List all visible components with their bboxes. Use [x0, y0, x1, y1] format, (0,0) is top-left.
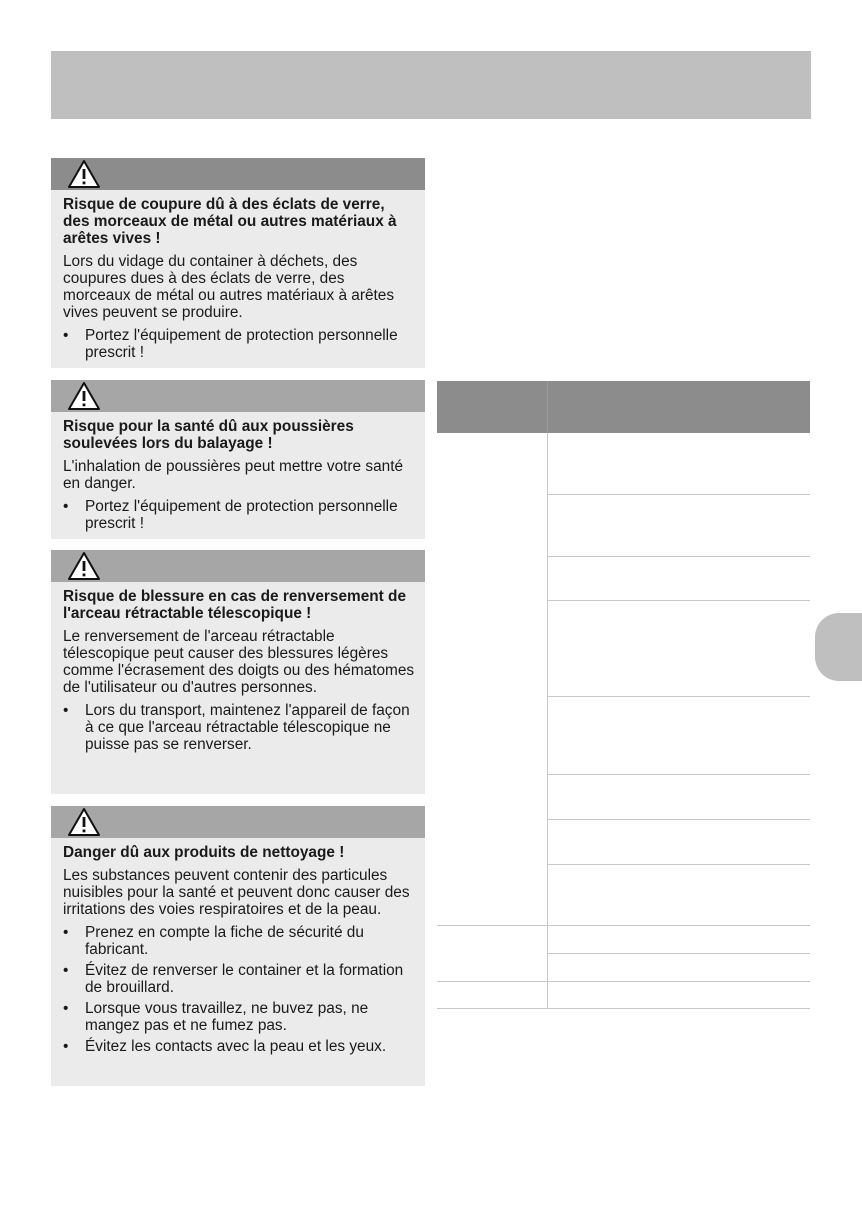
warning-title: Risque de blessure en cas de renversement de l'arceau rétractable télescopique !	[63, 588, 407, 622]
warning-header	[51, 806, 425, 838]
table-header-row	[437, 381, 810, 433]
table-cell	[547, 775, 810, 820]
bullet-item: • Évitez de renverser le container et la formation de brouillard.	[63, 962, 415, 996]
table-cell	[547, 433, 810, 495]
bullet-item: • Portez l'équipement de protection personnelle prescrit !	[63, 498, 415, 532]
table-cell	[547, 926, 810, 954]
table-row	[437, 433, 810, 495]
table-row	[437, 982, 810, 1009]
page-header-bar	[51, 51, 811, 119]
table-cell	[437, 982, 547, 1009]
warning-triangle-icon	[67, 381, 101, 411]
bullet-item: • Lorsque vous travaillez, ne buvez pas, ne mangez pas et ne fumez pas.	[63, 1000, 415, 1034]
table-row	[437, 926, 810, 954]
warning-triangle-icon	[67, 159, 101, 189]
troubleshooting-table	[437, 381, 810, 1009]
warning-box-cuts	[51, 158, 425, 368]
table-header-cell	[547, 381, 810, 433]
table-header-cell	[437, 381, 547, 433]
table-cell	[547, 495, 810, 557]
warning-box-dust	[51, 380, 425, 539]
warning-triangle-icon	[67, 551, 101, 581]
warning-header	[51, 158, 425, 190]
warning-bullet-list	[63, 327, 415, 361]
warning-bullet-list	[63, 702, 415, 753]
bullet-item: • Évitez les contacts avec la peau et les yeux.	[63, 1038, 415, 1055]
warning-text: Lors du vidage du container à déchets, des coupures dues à des éclats de verre, des morceaux de métal ou autres matériaux à arêtes vives peuvent se produire.	[63, 253, 395, 321]
table-cell	[547, 954, 810, 982]
table-cell	[437, 433, 547, 926]
warning-header	[51, 380, 425, 412]
warning-text: L'inhalation de poussières peut mettre votre santé en danger.	[63, 458, 404, 492]
table-cell	[547, 601, 810, 697]
bullet-item: • Portez l'équipement de protection personnelle prescrit !	[63, 327, 415, 361]
warning-triangle-icon	[67, 807, 101, 837]
warning-title: Risque pour la santé dû aux poussières soulevées lors du balayage !	[63, 418, 354, 452]
table-cell	[547, 820, 810, 865]
warning-title: Danger dû aux produits de nettoyage !	[63, 844, 345, 861]
warning-box-tipping	[51, 550, 425, 794]
table-cell	[547, 982, 810, 1009]
warning-text: Les substances peuvent contenir des particules nuisibles pour la santé et peuvent donc causer des irritations des voies respiratoires et de la peau.	[63, 867, 410, 918]
table-cell	[437, 926, 547, 982]
bullet-item: • Lors du transport, maintenez l'appareil de façon à ce que l'arceau rétractable télescopique ne puisse pas se renverser.	[63, 702, 415, 753]
chapter-side-tab	[815, 613, 862, 681]
warning-title: Risque de coupure dû à des éclats de verre, des morceaux de métal ou autres matériaux à arêtes vives !	[63, 196, 397, 247]
warning-header	[51, 550, 425, 582]
bullet-item: • Prenez en compte la fiche de sécurité du fabricant.	[63, 924, 415, 958]
table-cell	[547, 865, 810, 926]
warning-bullet-list	[63, 498, 415, 532]
warning-box-cleaning-agents	[51, 806, 425, 1086]
table-cell	[547, 697, 810, 775]
warning-text: Le renversement de l'arceau rétractable télescopique peut causer des blessures légères comme l'écrasement des doigts ou des hématomes de l'utilisateur ou d'autres personnes.	[63, 628, 415, 696]
warning-bullet-list	[63, 924, 415, 1055]
table-cell	[547, 557, 810, 601]
